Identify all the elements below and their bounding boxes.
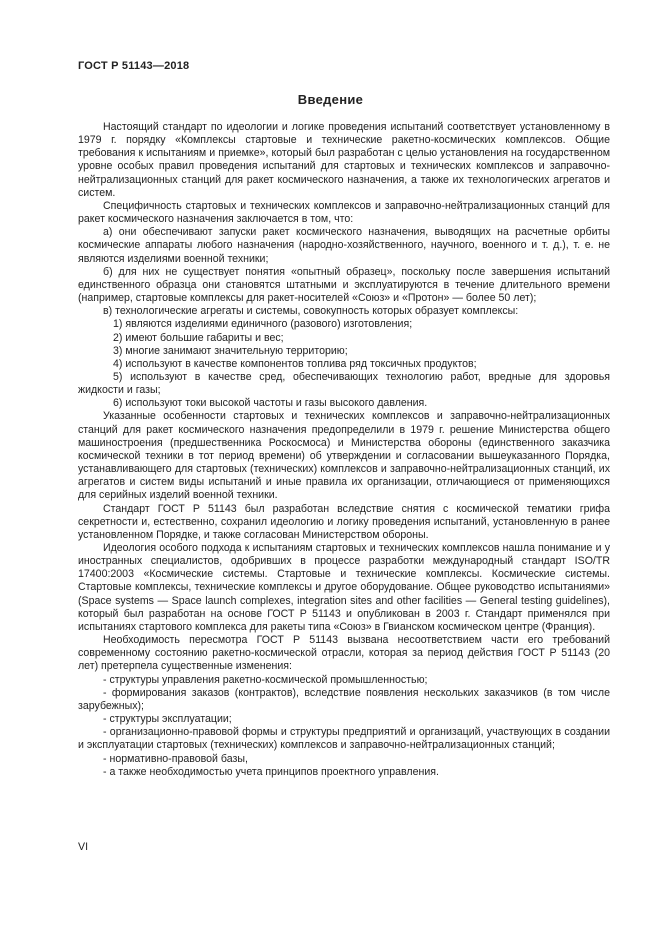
section-title: Введение <box>297 92 364 107</box>
paragraph: Идеология особого подхода к испытаниям стартовых и технических комплексов нашла понимание и у иностранных специалистов, одобривших в процессе разработки международный стандарт ISO/TR 17400:2003 «Космические системы. Стартовые и технические комплексы. Космические системы. Стартовые комплексы, технические комплексы и другое оборудование. Общее руководство испытаниями» (Space systems — Space launch complexes, integration sites and other facilities — General testing guidelines), который был разработан на основе ГОСТ Р 51143 и опубликован в 2003 г. Стандарт применялся при испытаниях стартового комплекса для ракеты типа «Союз» в Гвианском космическом центре (Франция). <box>78 542 610 633</box>
paragraph: Стандарт ГОСТ Р 51143 был разработан вследствие снятия с космической тематики грифа секретности и, естественно, сохранил идеологию и логику проведения испытаний, установленную в ранее установленном Порядке, и также согласован Министерством обороны. <box>78 502 610 541</box>
paragraph: Специфичность стартовых и технических комплексов и заправочно-нейтрализационных станций для ракет космического назначения заключается в том, что: <box>78 199 610 226</box>
number-item: 6) используют токи высокой частоты и газы высокого давления. <box>113 397 428 410</box>
paragraph: Настоящий стандарт по идеологии и логике проведения испытаний соответствует установленному в 1979 г. порядку «Комплексы стартовые и технические ракетно-космических комплексов. Общие требования к испытаниям и приемке», который был разработан с целью установления на государственном уровне особых правил проведения испытаний для стартовых и технических комплексов и заправочно-нейтрализационных станций для ракет космического назначения, а также их технологических агрегатов и систем. <box>78 121 610 199</box>
number-item: 1) являются изделиями единичного (разового) изготовления; <box>113 318 413 331</box>
letter-item: в) технологические агрегаты и системы, совокупность которых образует комплексы: <box>103 305 519 318</box>
number-item: 3) многие занимают значительную территорию; <box>113 344 348 357</box>
number-item: 4) используют в качестве компонентов топлива ряд токсичных продуктов; <box>113 357 477 370</box>
dash-item: - а также необходимостью учета принципов проектного управления. <box>103 765 439 778</box>
number-item: 2) имеют большие габариты и вес; <box>113 331 284 344</box>
letter-item: а) они обеспечивают запуски ракет космического назначения, выводящих на расчетные орбиты космические аппараты любого назначения (народно-хозяйственного, научного, военного и т. д.), т. е. не являются изделиями военной техники; <box>78 226 610 265</box>
dash-item: - нормативно-правовой базы, <box>103 752 248 765</box>
dash-item: - структуры эксплуатации; <box>103 713 232 726</box>
dash-item: - формирования заказов (контрактов), вследствие появления нескольких заказчиков (в том числе зарубежных); <box>78 686 610 712</box>
number-item: 5) используют в качестве сред, обеспечивающих технологию работ, вредные для здоровья жидкости и газы; <box>78 370 610 397</box>
standard-designation: ГОСТ Р 51143—2018 <box>78 60 190 72</box>
dash-item: - структуры управления ракетно-космической промышленностью; <box>103 673 428 686</box>
introduction-text <box>78 121 610 779</box>
letter-item: б) для них не существует понятия «опытный образец», поскольку после завершения испытаний единственного образца они становятся штатными и эксплуатируются в течение длительного времени (например, стартовые комплексы для ракет-носителей «Союз» и «Протон» — более 50 лет); <box>78 265 610 305</box>
dash-item: - организационно-правовой формы и структуры предприятий и организаций, участвующих в создании и эксплуатации стартовых (технических) комплексов и заправочно-нейтрализационных станций; <box>78 726 610 752</box>
page-number: VI <box>78 841 89 853</box>
paragraph: Необходимость пересмотра ГОСТ Р 51143 вызвана несоответствием части его требований современному состоянию ракетно-космической отрасли, которая за период действия ГОСТ Р 51143 (20 лет) претерпела существенные изменения: <box>78 634 610 673</box>
paragraph: Указанные особенности стартовых и технических комплексов и заправочно-нейтрализационных станций для ракет космического назначения предопределили в 1979 г. решение Министерства общего машиностроения (предшественника Роскосмоса) и Министерства обороны (единственного заказчика космической техники в тот период времени) об утверждении и согласовании вышеуказанного Порядка, устанавливающего для стартовых (технических) комплексов и заправочно-нейтрализационных станций, их агрегатов и систем виды испытаний и иные правила их организации, отличающиеся от применяющихся для серийных изделий военной техники. <box>78 410 610 502</box>
